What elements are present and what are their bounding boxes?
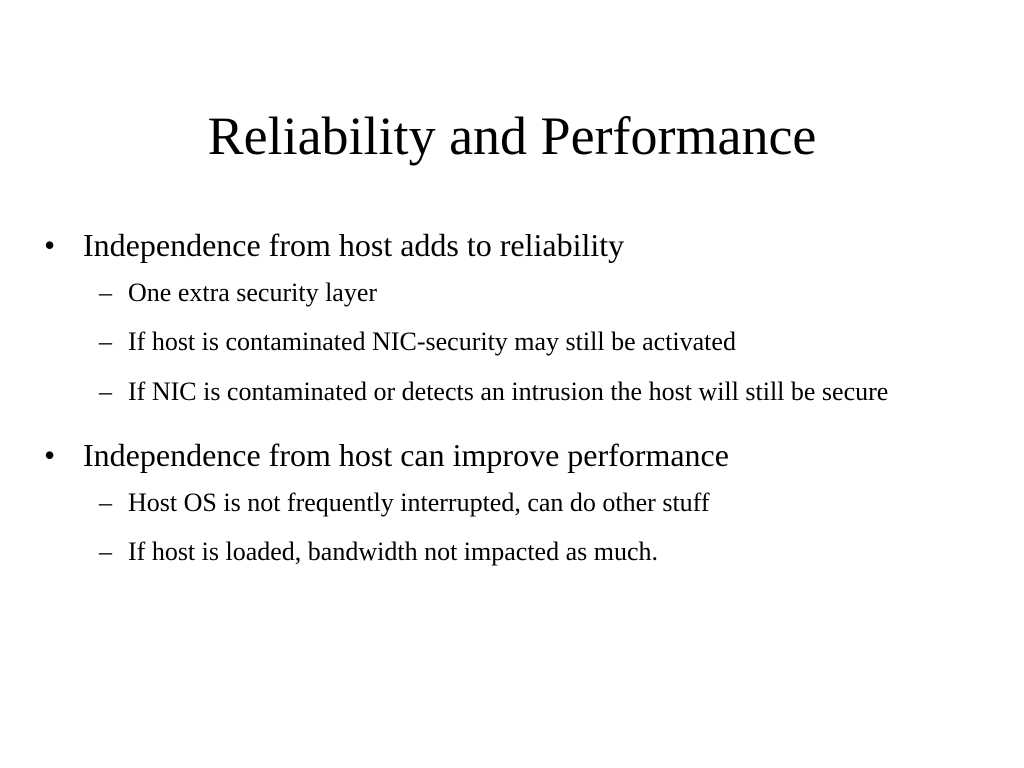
bullet-row [0, 432, 1024, 478]
sub-item [0, 533, 1024, 571]
dash-icon: – [99, 488, 112, 517]
dash-icon: – [99, 327, 112, 356]
dash-icon: – [99, 377, 112, 406]
sub-list [0, 478, 1024, 586]
bullet-dot-icon: • [44, 227, 56, 263]
sub-item-text: Host OS is not frequently interrupted, can do other stuff [128, 488, 710, 517]
slide-title: Reliability and Performance [207, 106, 817, 166]
dash-icon: – [99, 278, 112, 307]
dash-icon: – [99, 537, 112, 566]
bullet-item [0, 432, 1024, 586]
sub-item [0, 484, 1024, 522]
sub-item [0, 274, 1024, 312]
bullet-text: Independence from host can improve performance [83, 437, 729, 473]
sub-item-text: If host is contaminated NIC-security may still be activated [128, 327, 736, 356]
sub-item [0, 323, 1024, 361]
bullet-row [0, 222, 1024, 268]
bullet-text: Independence from host adds to reliability [83, 227, 625, 263]
bullet-item [0, 222, 1024, 427]
bullet-dot-icon: • [44, 437, 56, 473]
sub-item-text: If NIC is contaminated or detects an intrusion the host will still be secure [128, 377, 889, 406]
sub-item [0, 372, 1024, 412]
sub-item-text: One extra security layer [128, 278, 378, 307]
sub-item-text: If host is loaded, bandwidth not impacted as much. [128, 537, 659, 566]
sub-list [0, 268, 1024, 427]
slide-content [0, 222, 1024, 586]
